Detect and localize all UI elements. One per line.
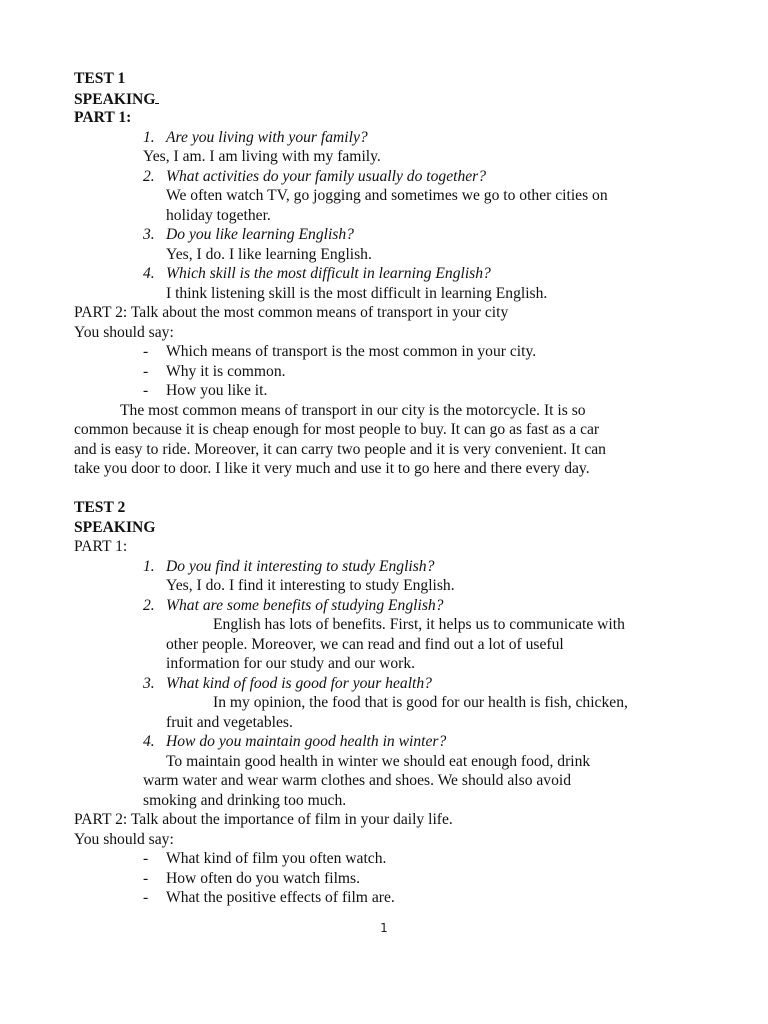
test2-answer-4-line-3: smoking and drinking too much.: [143, 791, 347, 809]
test1-answer-4: I think listening skill is the most difficult in learning English.: [166, 284, 548, 302]
question-number: 3.: [143, 674, 155, 692]
test2-question-2: [74, 596, 694, 616]
bullet-text: How you like it.: [166, 382, 268, 399]
test2-answer-4-line-1: To maintain good health in winter we should eat enough food, drink: [166, 752, 591, 770]
document-page: [74, 69, 694, 908]
test2-bullet-1: [74, 849, 694, 869]
bullet-text: What kind of film you often watch.: [166, 850, 387, 867]
test2-bullet-3: [74, 888, 694, 908]
test1-bullet-2: [74, 362, 694, 382]
test1-question-3: [74, 225, 694, 245]
bullet-text: How often do you watch films.: [166, 869, 361, 887]
question-number: 2.: [143, 596, 155, 614]
bullet-dash: -: [143, 850, 149, 867]
test1-speaking-label: SPEAKING: [74, 90, 156, 108]
test2-answer-3-line-1: In my opinion, the food that is good for our health is fish, chicken,: [213, 694, 628, 711]
test2-title: TEST 2: [74, 499, 126, 516]
section-gap: [74, 479, 694, 499]
test1-question-2: [74, 167, 694, 187]
test2-answer-2-line-3: information for our study and our work.: [166, 655, 416, 672]
question-number: 1.: [143, 557, 155, 575]
test2-answer-2-line-2: other people. Moreover, we can read and find out a lot of useful: [166, 635, 564, 653]
test2-part1-label: PART 1:: [74, 538, 128, 555]
test1-question-1: [74, 128, 694, 148]
question-text: Are you living with your family?: [166, 128, 368, 146]
question-text: Which skill is the most difficult in learning English?: [166, 265, 491, 282]
test1-paragraph-line-2: common because it is cheap enough for most people to buy. It can go as fast as a car: [74, 421, 600, 438]
test2-bullet-2: [74, 869, 694, 889]
test1-bullet-3: [74, 381, 694, 401]
test1-part2-prompt: PART 2: Talk about the most common means of transport in your city: [74, 304, 509, 321]
test2-speaking-heading: SPEAKING: [74, 518, 156, 536]
test1-title: TEST 1: [74, 70, 126, 87]
test1-paragraph-line-4: take you door to door. I like it very much and use it to go here and there every day.: [74, 460, 590, 477]
question-text: What kind of food is good for your health?: [166, 674, 432, 692]
test1-paragraph-line-3: and is easy to ride. Moreover, it can carry two people and it is very convenient. It can: [74, 440, 606, 458]
page-number: 1: [380, 921, 388, 935]
question-text: Do you like learning English?: [166, 226, 354, 243]
test1-answer-1: Yes, I am. I am living with my family.: [143, 148, 381, 165]
test2-part2-prompt: PART 2: Talk about the importance of film in your daily life.: [74, 811, 453, 828]
bullet-dash: -: [143, 382, 149, 399]
test2-should-say: You should say:: [74, 830, 174, 848]
test1-question-4: [74, 264, 694, 284]
question-number: 3.: [143, 226, 155, 243]
question-number: 4.: [143, 265, 155, 282]
bullet-dash: -: [143, 343, 149, 360]
question-text: Do you find it interesting to study English?: [166, 557, 435, 575]
test1-paragraph-line-1: The most common means of transport in our city is the motorcycle. It is so: [120, 401, 586, 419]
test2-answer-2-line-1: English has lots of benefits. First, it helps us to communicate with: [213, 616, 625, 633]
test1-speaking-heading: [74, 89, 694, 109]
test2-answer-4-line-2: warm water and wear warm clothes and shoes. We should also avoid: [143, 772, 572, 789]
bullet-text: What the positive effects of film are.: [166, 889, 395, 906]
question-number: 2.: [143, 167, 155, 185]
test1-should-say: You should say:: [74, 323, 174, 341]
test2-question-3: [74, 674, 694, 694]
test2-answer-1: Yes, I do. I find it interesting to study English.: [166, 577, 455, 594]
question-text: What are some benefits of studying English?: [166, 596, 444, 614]
test1-answer-3: Yes, I do. I like learning English.: [166, 245, 372, 263]
bullet-dash: -: [143, 362, 149, 380]
bullet-text: Why it is common.: [166, 362, 286, 380]
test2-answer-3-line-2: fruit and vegetables.: [166, 713, 293, 731]
test1-part1-label: PART 1:: [74, 109, 132, 126]
test1-answer-2-line-1: We often watch TV, go jogging and sometimes we go to other cities on: [166, 187, 608, 204]
underline-mark: [155, 89, 159, 104]
bullet-text: Which means of transport is the most common in your city.: [166, 343, 537, 360]
question-number: 4.: [143, 733, 155, 750]
question-text: What activities do your family usually do together?: [166, 167, 487, 185]
test1-bullet-1: [74, 342, 694, 362]
test1-answer-2-line-2: holiday together.: [166, 206, 271, 224]
question-text: How do you maintain good health in winter?: [166, 733, 447, 750]
question-number: 1.: [143, 128, 155, 146]
test2-question-4: [74, 732, 694, 752]
bullet-dash: -: [143, 869, 149, 887]
bullet-dash: -: [143, 889, 149, 906]
test2-question-1: [74, 557, 694, 577]
